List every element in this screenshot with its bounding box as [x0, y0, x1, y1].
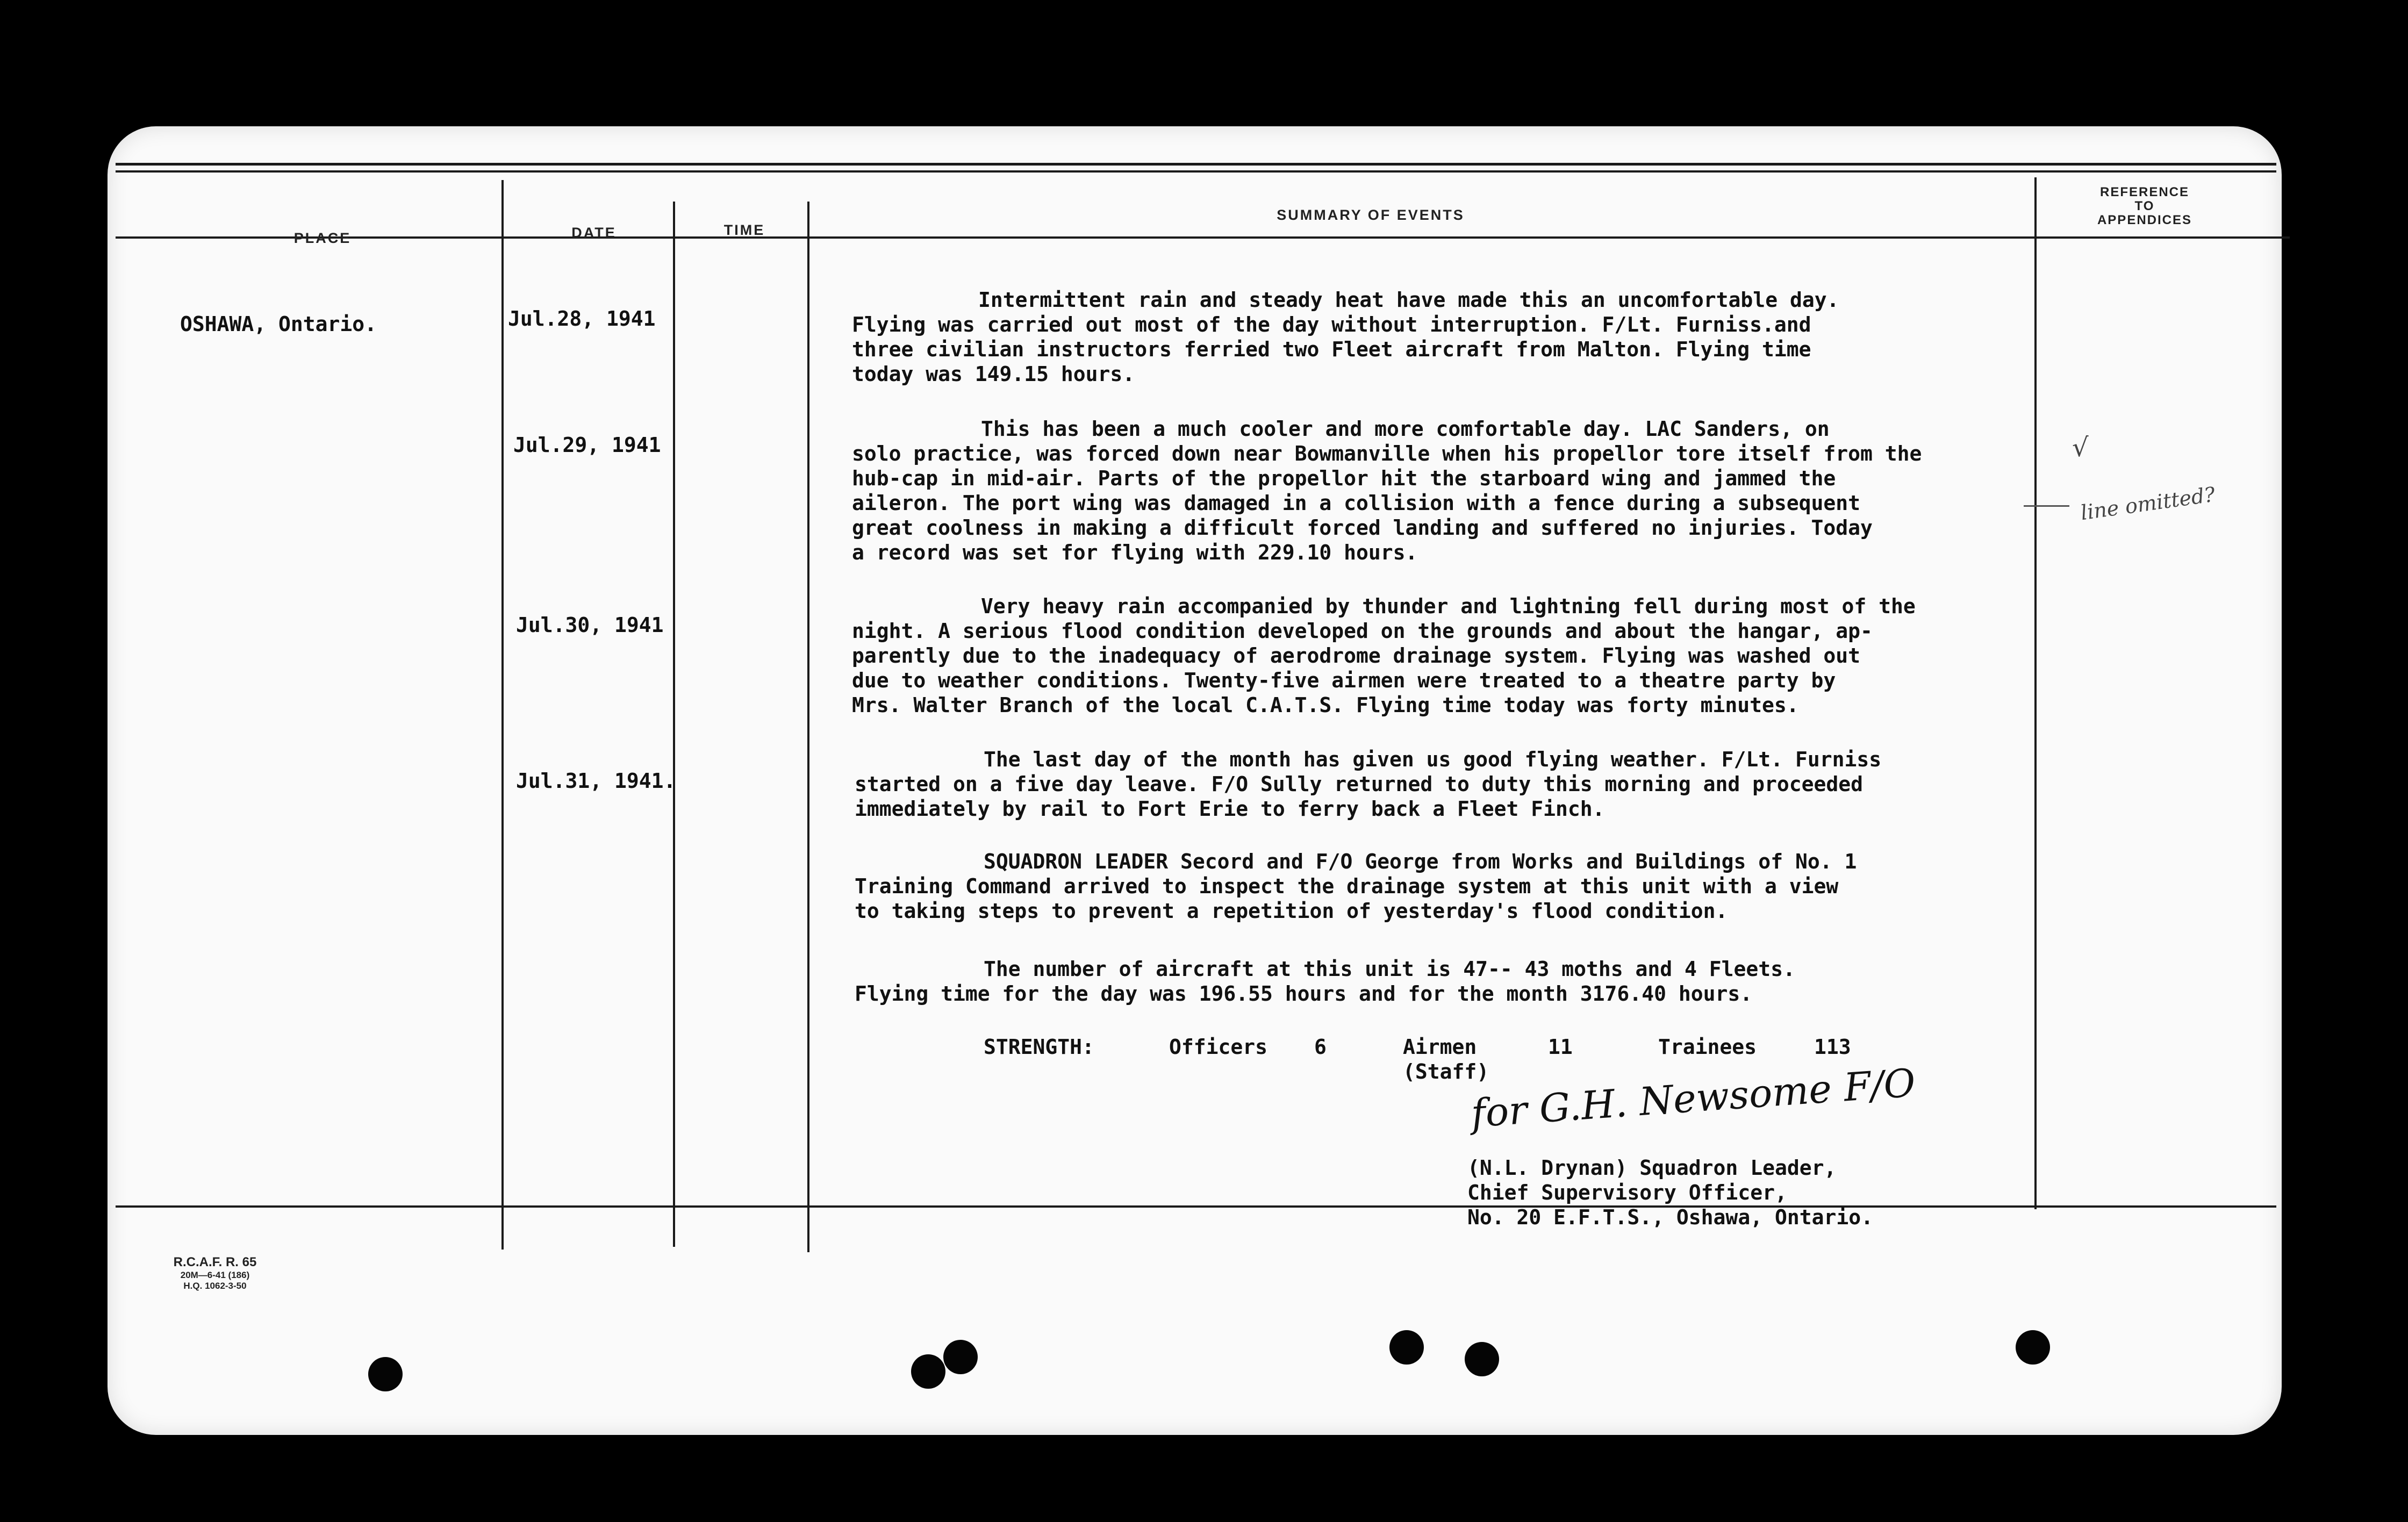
margin-dash — [2024, 505, 2069, 507]
signature-block — [1467, 1155, 1873, 1230]
top-rule-1 — [116, 163, 2276, 166]
entry-line: Training Command arrived to inspect the drainage system at this unit with a view — [855, 874, 1839, 898]
entry-line: This has been a much cooler and more comfortable day. LAC Sanders, on — [981, 417, 1830, 441]
header-time: TIME — [723, 222, 765, 238]
entry-line: The last day of the month has given us good flying weather. F/Lt. Furniss — [984, 748, 1882, 771]
punch-hole — [943, 1340, 978, 1374]
airmen-label: Airmen — [1403, 1035, 1477, 1059]
trainees-count: 113 — [1814, 1035, 1851, 1059]
date-jul-30: Jul.30, 1941 — [516, 613, 664, 637]
signature-line: Chief Supervisory Officer, — [1467, 1181, 1787, 1204]
entry-line: Intermittent rain and steady heat have made this an uncomfortable day. — [978, 288, 1839, 312]
entry-aircraft-count — [855, 957, 1795, 1006]
entry-line: to taking steps to prevent a repetition of yesterday's flood condition. — [855, 899, 1728, 923]
entry-line: SQUADRON LEADER Secord and F/O George from Works and Buildings of No. 1 — [984, 850, 1857, 873]
header-reference — [2064, 184, 2225, 228]
form-code-line1: R.C.A.F. R. 65 — [173, 1255, 257, 1269]
entry-line: immediately by rail to Fort Erie to ferry back a Fleet Finch. — [855, 797, 1605, 821]
entry-squadron-leader — [855, 849, 1857, 923]
punch-hole — [1465, 1342, 1499, 1376]
date-jul-31: Jul.31, 1941. — [516, 769, 676, 793]
strength-label: STRENGTH: — [984, 1035, 1094, 1059]
punch-hole — [1389, 1330, 1424, 1365]
diary-card — [108, 126, 2282, 1435]
entry-line: aileron. The port wing was damaged in a collision with a fence during a subsequent — [852, 491, 1860, 515]
entry-line: Very heavy rain accompanied by thunder and lightning fell during most of the — [981, 594, 1916, 618]
officers-count: 6 — [1314, 1035, 1327, 1059]
entry-line: night. A serious flood condition developed on the grounds and about the hangar, ap- — [852, 619, 1873, 643]
header-rule — [116, 236, 2290, 239]
entry-jul-29 — [852, 417, 1922, 565]
entry-jul-28 — [852, 288, 1839, 386]
margin-check: √ — [2072, 433, 2089, 463]
entry-line: due to weather conditions. Twenty-five airmen were treated to a theatre party by — [852, 669, 1836, 692]
bottom-rule — [116, 1205, 2276, 1208]
place-text: OSHAWA, Ontario. — [180, 312, 377, 336]
entry-jul-31 — [855, 747, 1881, 821]
header-reference-line3: APPENDICES — [2097, 213, 2192, 227]
form-code — [150, 1255, 280, 1291]
top-rule-2 — [116, 170, 2276, 173]
officers-label: Officers — [1169, 1035, 1268, 1059]
entry-line: three civilian instructors ferried two Fleet aircraft from Malton. Flying time — [852, 338, 1811, 361]
punch-hole — [2016, 1330, 2050, 1365]
col-divider-place — [501, 180, 504, 1250]
date-jul-29: Jul.29, 1941 — [513, 433, 661, 457]
header-date: DATE — [571, 225, 617, 241]
col-divider-time — [807, 202, 809, 1252]
airmen-count: 11 — [1548, 1035, 1573, 1059]
header-summary: SUMMARY OF EVENTS — [1277, 207, 1465, 223]
signature-line: No. 20 E.F.T.S., Oshawa, Ontario. — [1467, 1205, 1873, 1229]
entry-jul-30 — [852, 594, 1916, 717]
col-divider-date — [673, 202, 675, 1247]
margin-note: line omitted? — [2079, 482, 2217, 525]
entry-line: Mrs. Walter Branch of the local C.A.T.S. Flying time today was forty minutes. — [852, 693, 1799, 717]
airmen-sub: (Staff) — [1403, 1060, 1489, 1083]
entry-line: Flying was carried out most of the day without interruption. F/Lt. Furniss.and — [852, 313, 1811, 336]
signature-line: (N.L. Drynan) Squadron Leader, — [1467, 1156, 1837, 1180]
entry-line: The number of aircraft at this unit is 47-- 43 moths and 4 Fleets. — [984, 957, 1795, 981]
handwritten-signature: for G.H. Newsome F/O — [1470, 1060, 1917, 1136]
header-reference-line2: TO — [2134, 199, 2155, 213]
entry-line: hub-cap in mid-air. Parts of the propellor hit the starboard wing and jammed the — [852, 466, 1836, 490]
entry-line: a record was set for flying with 229.10 hours. — [852, 541, 1418, 564]
entry-line: today was 149.15 hours. — [852, 362, 1135, 386]
header-reference-line1: REFERENCE — [2099, 185, 2190, 199]
entry-line: Flying time for the day was 196.55 hours and for the month 3176.40 hours. — [855, 982, 1753, 1006]
punch-hole — [911, 1354, 945, 1389]
entry-line: great coolness in making a difficult forced landing and suffered no injuries. Today — [852, 516, 1873, 540]
entry-line: parently due to the inadequacy of aerodrome drainage system. Flying was washed out — [852, 644, 1860, 667]
entry-line: solo practice, was forced down near Bowmanville when his propellor tore itself from the — [852, 442, 1922, 465]
form-code-line3: H.Q. 1062-3-50 — [183, 1281, 247, 1291]
date-jul-28: Jul.28, 1941 — [508, 307, 656, 331]
header-place: PLACE — [293, 230, 352, 246]
col-divider-summary — [2034, 177, 2037, 1209]
trainees-label: Trainees — [1658, 1035, 1757, 1059]
punch-hole — [368, 1357, 403, 1391]
form-code-line2: 20M—6-41 (186) — [180, 1270, 250, 1280]
entry-line: started on a five day leave. F/O Sully returned to duty this morning and proceeded — [855, 772, 1863, 796]
